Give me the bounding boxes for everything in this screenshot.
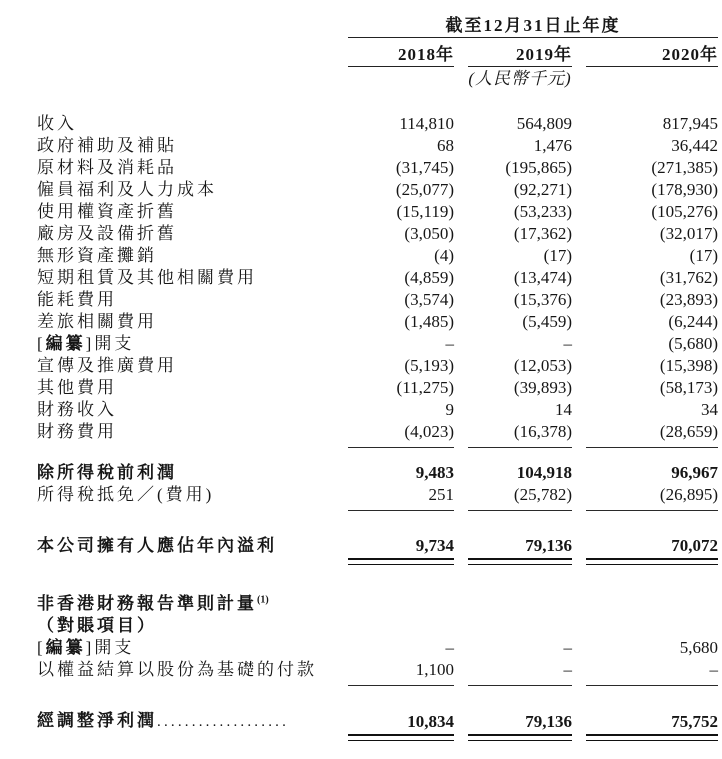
header-spacer [586,66,718,90]
table-row [37,462,718,484]
value-2019: – [563,334,572,353]
single-rule-line [586,510,718,511]
column-gap [572,615,586,637]
double-rule-line [348,558,454,565]
gap [37,450,718,462]
column-gap [572,557,586,567]
rule-2019 [468,443,572,450]
value-2020: 96,967 [671,463,718,482]
double-rule-line [586,734,718,741]
period-header-row [37,8,718,37]
column-gap [572,289,586,311]
rule-2019 [468,557,572,567]
single-rule-row [37,681,718,688]
row-label [37,637,348,659]
single-rule-line [348,510,454,511]
value-2018: – [445,334,454,353]
row-label: 能耗費用 [37,290,117,309]
column-gap [454,615,468,637]
row-label: 原材料及消耗品 [37,158,177,177]
column-gap [454,311,468,333]
value-2019: – [563,638,572,657]
table-row [37,484,718,506]
gap [37,567,718,593]
value-2020: (105,276) [651,202,718,221]
period-header: 截至12月31日止年度 [348,8,718,37]
row-label: 經調整淨利潤................... [37,711,290,730]
value-2018: 9,483 [415,463,454,482]
table-row [37,157,718,179]
column-gap [572,484,586,506]
single-rule-row [37,506,718,513]
rule-spacer [37,557,348,567]
section-gap [37,450,718,462]
value-2020: 70,072 [671,536,718,555]
column-gap [454,245,468,267]
unit-note-row [37,66,718,90]
rule-2018 [348,557,454,567]
value-2018: (25,077) [395,180,454,199]
section-gap [37,688,718,710]
row-label: 無形資產攤銷 [37,246,157,265]
row-label: 其他費用 [37,378,117,397]
table-row [37,637,718,659]
double-rule-row [37,557,718,567]
column-gap [454,179,468,201]
column-gap [454,443,468,450]
double-rule-line [468,558,572,565]
value-2018: (15,119) [396,202,454,221]
single-rule-line [468,447,572,448]
rule-2020 [586,733,718,743]
value-2020 [586,615,718,637]
row-label: 差旅相關費用 [37,312,157,331]
value-2020: 34 [701,400,718,419]
value-2020: (26,895) [659,485,718,504]
column-gap [572,399,586,421]
value-2020: (58,173) [659,378,718,397]
row-label: 財務費用 [37,422,117,441]
value-2020: (178,930) [651,180,718,199]
value-2018: (4,859) [404,268,454,287]
value-2019: (195,865) [505,158,572,177]
table-row [37,135,718,157]
value-2018: (5,193) [404,356,454,375]
value-2018: 68 [437,136,454,155]
financial-table [37,8,718,743]
rule-2018 [348,506,454,513]
rule-2018 [348,443,454,450]
value-2019: (17) [543,246,572,265]
value-2020: (32,017) [659,224,718,243]
value-2019: (16,378) [513,422,572,441]
row-label: （對賬項目） [37,616,157,635]
rule-spacer [37,443,348,450]
column-gap [454,37,468,66]
label-part: ]開支 [85,638,135,657]
column-gap [454,535,468,557]
value-2020: (15,398) [659,356,718,375]
rule-2019 [468,506,572,513]
double-rule-line [468,734,572,741]
table-body [37,8,718,743]
table-row [37,289,718,311]
column-gap [572,311,586,333]
value-2020: (28,659) [659,422,718,441]
table-row [37,113,718,135]
column-gap [572,659,586,681]
rule-2020 [586,506,718,513]
value-2018: 10,834 [407,712,454,731]
column-gap [454,289,468,311]
column-gap [454,557,468,567]
column-gap [454,333,468,355]
value-2019: 564,809 [516,114,572,133]
value-2020: 5,680 [679,638,718,657]
table-row [37,201,718,223]
value-2019: 79,136 [525,712,572,731]
table-row [37,223,718,245]
row-label: 財務收入 [37,400,117,419]
row-label: 本公司擁有人應佔年內溢利 [37,536,277,555]
table-row [37,245,718,267]
table-row [37,535,718,557]
row-label: 所得稅抵免／(費用) [37,485,215,504]
value-2020 [586,593,718,615]
table-row [37,267,718,289]
row-label: 僱員福利及人力成本 [37,180,217,199]
column-gap [572,593,586,615]
rule-2020 [586,557,718,567]
value-2020: (5,680) [668,334,718,353]
column-gap [572,443,586,450]
gap [37,90,718,113]
row-label: 廠房及設備折舊 [37,224,177,243]
double-rule-line [586,558,718,565]
column-gap [454,377,468,399]
table-row [37,615,718,637]
unit-note: (人民幣千元) [468,69,572,88]
rule-2019 [468,733,572,743]
table-row [37,179,718,201]
column-gap [454,593,468,615]
value-2019: (39,893) [513,378,572,397]
column-gap [572,506,586,513]
column-gap [572,355,586,377]
row-label: 政府補助及補貼 [37,136,177,155]
single-rule-line [586,447,718,448]
value-2019: (53,233) [513,202,572,221]
footnote-marker: (1) [257,594,269,606]
value-2020: 75,752 [671,712,718,731]
column-gap [454,421,468,443]
single-rule-row [37,443,718,450]
value-2018: 114,810 [399,114,454,133]
column-gap [454,506,468,513]
column-gap [454,710,468,733]
column-header-2018: 2018年 [348,37,454,66]
column-gap [572,377,586,399]
rule-2018 [348,681,454,688]
section-gap [37,513,718,535]
column-gap [572,733,586,743]
column-gap [454,637,468,659]
double-rule-line [348,734,454,741]
value-2019 [468,593,572,615]
value-2018: (3,574) [404,290,454,309]
column-gap [572,333,586,355]
value-2018: 1,100 [415,660,454,679]
value-2019: 79,136 [525,536,572,555]
value-2019 [468,615,572,637]
rule-2020 [586,681,718,688]
value-2020: (6,244) [668,312,718,331]
column-gap [572,681,586,688]
row-label: 短期租賃及其他相關費用 [37,268,257,287]
value-2018: (1,485) [404,312,454,331]
label-bold-part: 編纂 [45,638,86,657]
column-gap [454,681,468,688]
value-2019: (12,053) [513,356,572,375]
label-bold-part: 編纂 [45,334,86,353]
value-2020: (271,385) [651,158,718,177]
column-gap [572,113,586,135]
header-spacer [348,66,454,90]
value-2018: (31,745) [395,158,454,177]
value-2018: (4,023) [404,422,454,441]
row-label: 宣傳及推廣費用 [37,356,177,375]
value-2020: 36,442 [671,136,718,155]
column-gap [454,462,468,484]
header-spacer [37,8,348,37]
table-row [37,710,718,733]
double-rule-row [37,733,718,743]
column-gap [454,355,468,377]
table-row [37,311,718,333]
value-2018: 9,734 [415,536,454,555]
gap [37,688,718,710]
column-gap [572,37,586,66]
value-2018: (4) [434,246,454,265]
year-header-row [37,37,718,66]
column-gap [454,399,468,421]
column-gap [454,201,468,223]
rule-2019 [468,681,572,688]
single-rule-line [468,510,572,511]
column-gap [454,659,468,681]
value-2019: 14 [555,400,572,419]
column-gap [572,535,586,557]
section-gap [37,567,718,593]
value-2020: – [709,660,718,679]
table-row [37,421,718,443]
column-gap [572,179,586,201]
value-2018: – [445,638,454,657]
value-2019: (25,782) [513,485,572,504]
column-gap [572,135,586,157]
label-part: ]開支 [85,334,135,353]
table-row [37,399,718,421]
column-gap [572,710,586,733]
header-spacer [37,66,348,90]
value-2019: (92,271) [513,180,572,199]
value-2019: (13,474) [513,268,572,287]
value-2018 [348,615,454,637]
row-label: 使用權資產折舊 [37,202,177,221]
value-2018: (11,275) [396,378,454,397]
column-gap [454,223,468,245]
row-label: 以權益結算以股份為基礎的付款 [37,660,317,679]
value-2019: – [563,660,572,679]
table-row [37,659,718,681]
rule-spacer [37,733,348,743]
column-gap [572,223,586,245]
column-gap [454,267,468,289]
column-header-2020: 2020年 [586,37,718,66]
value-2018: (3,050) [404,224,454,243]
column-gap [572,637,586,659]
value-2018: 251 [428,485,454,504]
column-gap [572,157,586,179]
rule-spacer [37,681,348,688]
rule-spacer [37,506,348,513]
row-label [37,333,348,355]
table-row [37,593,718,615]
column-gap [454,113,468,135]
value-2019: (5,459) [522,312,572,331]
row-label: 除所得稅前利潤 [37,463,177,482]
value-2019: 1,476 [533,136,572,155]
value-2020: 817,945 [662,114,718,133]
table-row [37,355,718,377]
column-gap [454,484,468,506]
column-gap [572,267,586,289]
value-2020: (23,893) [659,290,718,309]
value-2019: (17,362) [513,224,572,243]
column-gap [572,421,586,443]
row-label: 非香港財務報告準則計量$^{(1)}$ [37,594,269,613]
gap [37,513,718,535]
value-2019: 104,918 [516,463,572,482]
column-gap [572,201,586,223]
rule-2018 [348,733,454,743]
value-2018 [348,593,454,615]
label-part: [ [37,638,46,657]
label-part: [ [37,334,46,353]
single-rule-line [468,685,572,686]
row-label: 收入 [37,114,77,133]
column-gap [454,157,468,179]
header-gap [37,90,718,113]
value-2019: (15,376) [513,290,572,309]
table-row [37,377,718,399]
single-rule-line [348,685,454,686]
header-spacer [37,37,348,66]
table-row [37,333,718,355]
column-gap [454,135,468,157]
rule-2020 [586,443,718,450]
column-header-2019: 2019年 [468,37,572,66]
value-2020: (17) [689,246,718,265]
single-rule-line [586,685,718,686]
column-gap [572,462,586,484]
single-rule-line [348,447,454,448]
column-gap [572,245,586,267]
dot-leader: ................... [157,714,290,730]
column-gap [454,733,468,743]
value-2020: (31,762) [659,268,718,287]
value-2018: 9 [445,400,454,419]
